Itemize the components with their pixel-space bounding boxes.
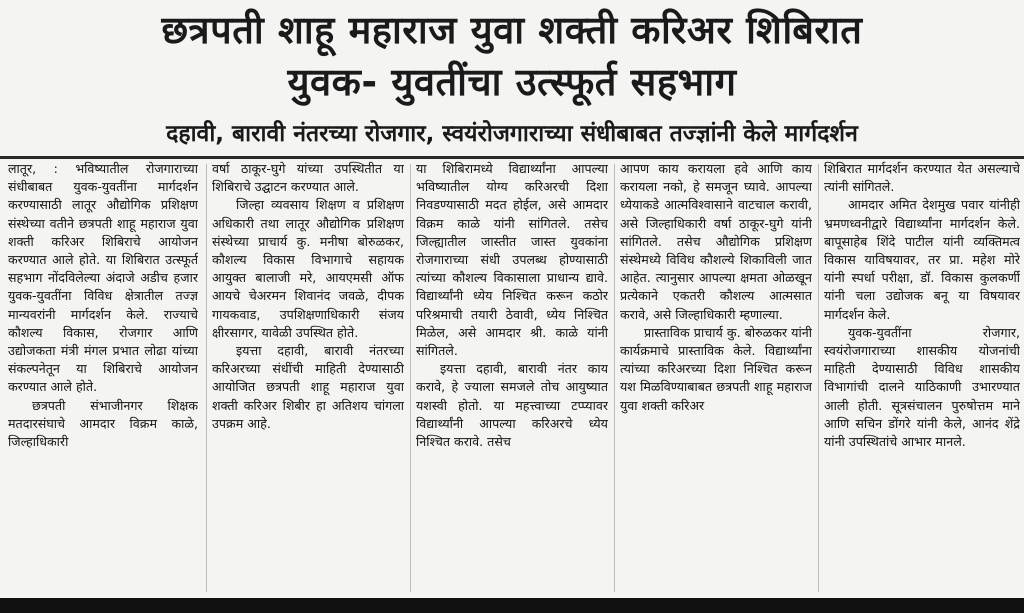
article-column-3 xyxy=(416,160,608,592)
paragraph: प्रास्ताविक प्राचार्य कु. बोरुळकर यांनी कार्यक्रमाचे प्रास्ताविक केले. विद्यार्थ्यांना त्यांच्या करिअरच्या दिशा निश्चित करून यश मिळविण्याबाबत छत्रपती शाहू महाराज युवा शक्ती करिअर xyxy=(620,324,812,413)
paragraph: वर्षा ठाकूर-घुगे यांच्या उपस्थितीत या शिबिराचे उद्घाटन करण्यात आले. xyxy=(212,161,404,195)
top-rule xyxy=(0,156,1024,159)
paragraph: इयत्ता दहावी, बारावी नंतरच्या करिअरच्या संधींची माहिती देण्यासाठी आयोजित छत्रपती शाहू महाराज युवा शक्ती करिअर शिबीर हा अतिशय चांगला उपक्रम आहे. xyxy=(212,343,404,431)
paragraph: या शिबिरामध्ये विद्यार्थ्यांना आपल्या भविष्यातील योग्य करिअरची दिशा निवडण्यासाठी मदत होईल, असे आमदार विक्रम काळे यांनी सांगितले. तसेच जिल्ह्यातील जास्तीत जास्त युवकांना रोजगाराच्या संधी उपलब्ध होण्यासाठी त्यांच्या कौशल्य विकासाला प्राधान्य द्यावे. विद्यार्थ्यांनी ध्येय निश्चित करून कठोर परिश्रमाची तयारी ठेवावी, ध्येय निश्चित मिळेल, असे आमदार श्री. काळे यांनी सांगितले. xyxy=(416,161,608,359)
headline-line-1: छत्रपती शाहू महाराज युवा शक्ती करिअर शिबिरात xyxy=(161,8,863,52)
paragraph: छत्रपती संभाजीनगर शिक्षक मतदारसंघाचे आमदार विक्रम काळे, जिल्हाधिकारी xyxy=(8,397,198,450)
article-column-5 xyxy=(824,160,1020,592)
paragraph: इयत्ता दहावी, बारावी नंतर काय करावे, हे ज्याला समजले तोच आयुष्यात यशस्वी होतो. या महत्त्वाच्या टप्प्यावर विद्यार्थ्यांनी आपल्या करिअरचे ध्येय निश्चित करावे. तसेच xyxy=(416,361,608,450)
paragraph: आमदार अमित देशमुख पवार यांनीही भ्रमणध्वनीद्वारे विद्यार्थ्यांना मार्गदर्शन केले. बापूसाहेब शिंदे पाटील यांनी व्यक्तिमत्व विकास याविषयावर, तर प्रा. महेश मोरे यांनी स्पर्धा परीक्षा, डॉ. विकास कुलकर्णी यांनी चला उद्योजक बनू या विषयावर मार्गदर्शन केले. xyxy=(824,197,1020,322)
paragraph: आपण काय करायला हवे आणि काय करायला नको, हे समजून घ्यावे. आपल्या ध्येयाकडे आत्मविश्वासाने वाटचाल करावी, असे जिल्हाधिकारी वर्षा ठाकूर-घुगे यांनी सांगितले. तसेच औद्योगिक प्रशिक्षण संस्थेमध्ये विविध कौशल्ये शिकाविली जात आहेत. त्यानुसार आपल्या क्षमता ओळखून प्रत्येकाने एकतरी कौशल्य आत्मसात करावे, असे जिल्हाधिकारी म्हणाल्या. xyxy=(620,161,812,322)
bottom-rule xyxy=(0,598,1024,613)
headline-line-2: युवक- युवतींचा उत्स्फूर्त सहभाग xyxy=(287,60,737,104)
paragraph: लातूर, : भविष्यातील रोजगाराच्या संधीबाबत युवक-युवतींना मार्गदर्शन करण्यासाठी लातूर औद्योगिक प्रशिक्षण संस्थेच्या वतीने छत्रपती शाहू महाराज युवा शक्ती करिअर शिबिराचे आयोजन करण्यात आले होते. या शिबिरात उत्स्फूर्त सहभाग नोंदविलेल्या अंदाजे अडीच हजार युवक-युवतींना विविध क्षेत्रातील तज्ज्ञ मान्यवरांनी मार्गदर्शन केले. राज्याचे कौशल्य विकास, रोजगार आणि उद्योजकता मंत्री मंगल प्रभात लोढा यांच्या संकल्पनेतून या शिबिराचे आयोजन करण्यात आले होते. xyxy=(8,161,198,395)
article-column-2 xyxy=(212,160,404,592)
paragraph: युवक-युवतींना रोजगार, स्वयंरोजगाराच्या शासकीय योजनांची माहिती देण्यासाठी विविध शासकीय विभागांची दालने याठिकाणी उभारण्यात आली होती. सूत्रसंचालन पुरुषोत्तम माने आणि सचिन डोंगरे यांनी केले, आनंद शेंद्रे यांनी उपस्थितांचे आभार मानले. xyxy=(824,324,1020,450)
article-body xyxy=(8,160,1020,592)
article-column-1 xyxy=(8,160,198,592)
paragraph: जिल्हा व्यवसाय शिक्षण व प्रशिक्षण अधिकारी तथा लातूर औद्योगिक प्रशिक्षण संस्थेच्या प्राचार्य कु. मनीषा बोरुळकर, कौशल्य विकास विभागाचे सहायक आयुक्त बालाजी मरे, आयएमसी ऑफ आयचे चेअरमन शिवानंद जवळे, दीपक गायकवाड, उपशिक्षणाधिकारी संजय क्षीरसागर, यावेळी उपस्थित होते. xyxy=(212,197,404,340)
article-column-4 xyxy=(620,160,812,592)
subheadline: दहावी, बारावी नंतरच्या रोजगार, स्वयंरोजगाराच्या संधीबाबत तज्ज्ञांनी केले मार्गदर्शन xyxy=(166,121,858,147)
paragraph: शिबिरात मार्गदर्शन करण्यात येत असल्याचे त्यांनी सांगितले. xyxy=(824,161,1020,195)
